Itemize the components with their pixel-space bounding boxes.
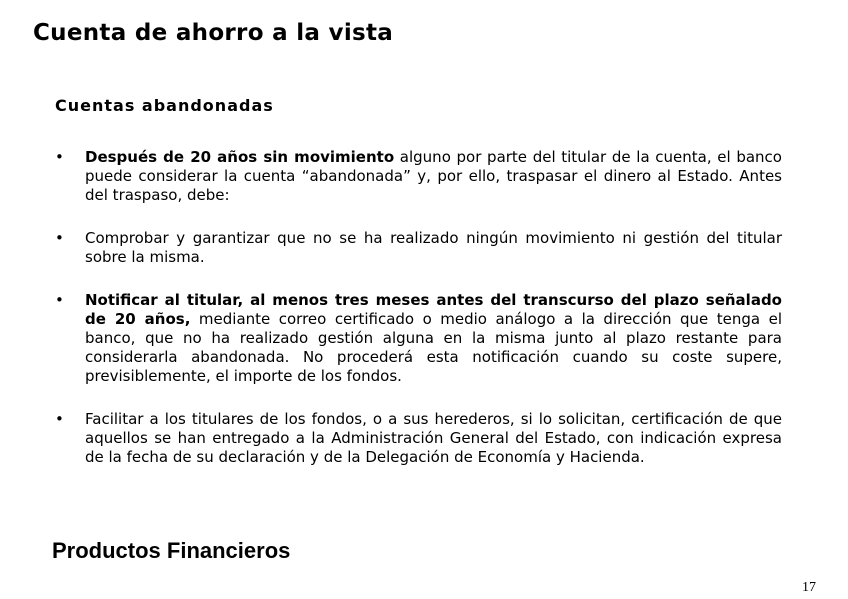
bullet-item-4 xyxy=(55,410,782,467)
bullet-bold-text: Notificar al titular, al menos tres meses antes del transcurso del plazo señalado de 20 años, xyxy=(85,291,782,328)
bullet-bold-text: Después de 20 años sin movimiento xyxy=(85,148,395,166)
section-subtitle: Cuentas abandonadas xyxy=(55,96,274,115)
page-number: 17 xyxy=(802,580,816,595)
bullet-text: Comprobar y garantizar que no se ha realizado ningún movimiento ni gestión del titular sobre la misma. xyxy=(85,229,782,266)
bullet-list xyxy=(55,148,782,491)
bullet-item-1 xyxy=(55,148,782,205)
bullet-dot: • xyxy=(55,291,64,309)
bullet-text: mediante correo certificado o medio análogo a la dirección que tenga el banco, que no ha realizado gestión alguna en la misma junto al plazo restante para considerarla abandonada. No procederá esta notificación cuando su coste supere, previsiblemente, el importe de los fondos. xyxy=(85,310,782,385)
bullet-text: alguno por parte del titular de la cuenta, el banco puede considerar la cuenta “abandonada” y, por ello, traspasar el dinero al Estado. Antes del traspaso, debe: xyxy=(85,148,782,204)
slide-title: Cuenta de ahorro a la vista xyxy=(33,20,394,46)
bullet-dot: • xyxy=(55,148,64,166)
bullet-dot: • xyxy=(55,229,64,247)
bullet-text: Facilitar a los titulares de los fondos, o a sus herederos, si lo solicitan, certificación de que aquellos se han entregado a la Administración General del Estado, con indicación expresa de la fecha de su declaración y de la Delegación de Economía y Hacienda. xyxy=(85,410,782,466)
footer-title: Productos Financieros xyxy=(52,538,291,563)
bullet-item-3 xyxy=(55,291,782,386)
bullet-dot: • xyxy=(55,410,64,428)
bullet-item-2 xyxy=(55,229,782,267)
